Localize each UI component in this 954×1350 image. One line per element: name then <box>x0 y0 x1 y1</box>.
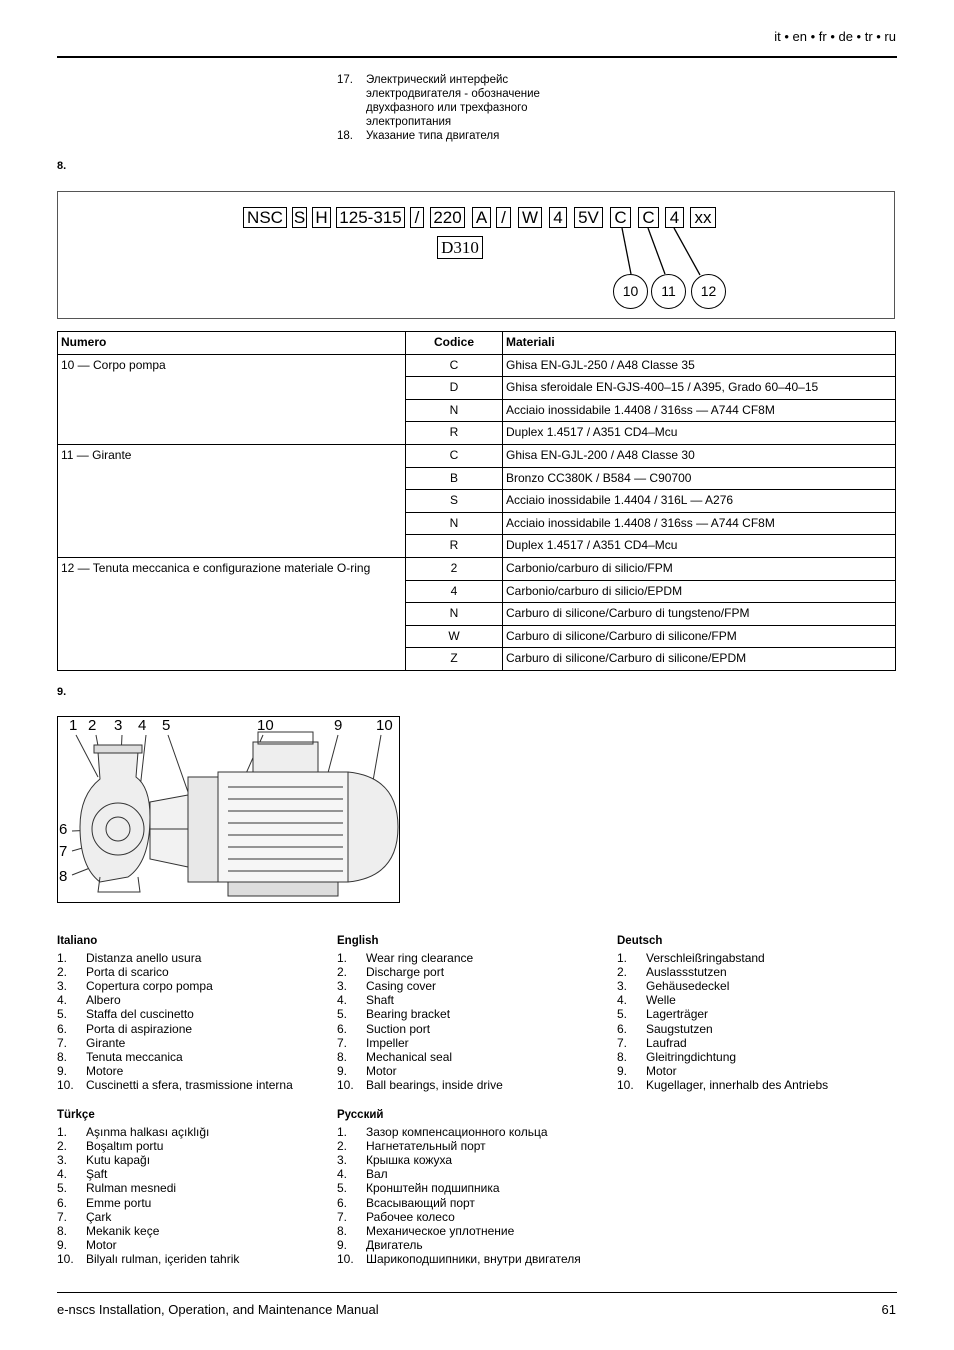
legend-item: Emme portu <box>86 1195 152 1210</box>
legend-item: Casing cover <box>366 979 437 994</box>
legend-item: Двигатель <box>366 1237 423 1252</box>
code-segment: S <box>293 208 306 227</box>
footer-title: e-nscs Installation, Operation, and Maintenance Manual <box>57 1302 379 1317</box>
legend-item: Рабочее колесо <box>366 1209 455 1224</box>
code-segment: W <box>518 207 542 228</box>
legend-item: Зазор компенсационного кольца <box>366 1125 548 1140</box>
code-segment: C <box>638 207 659 228</box>
material-cell: Duplex 1.4517 / A351 CD4–Mcu <box>503 422 896 445</box>
code-cell: N <box>406 399 503 422</box>
figure-label: 3 <box>114 717 123 734</box>
material-cell: Duplex 1.4517 / A351 CD4–Mcu <box>503 535 896 558</box>
footer-rule <box>57 1292 897 1293</box>
legend-item: Bearing bracket <box>366 1007 451 1022</box>
legend-item: Welle <box>646 993 676 1008</box>
legend-item: Bilyalı rulman, içeriden tahrik <box>86 1251 240 1266</box>
figure-label: 9 <box>334 717 343 734</box>
code-cell: C <box>406 444 503 467</box>
item-number: 18. <box>337 130 353 142</box>
section-9-label: 9. <box>57 686 67 698</box>
figure-label: 1 <box>69 717 78 734</box>
section-8-label: 8. <box>57 160 67 172</box>
legend-item: Вал <box>366 1167 388 1182</box>
code-cell: D <box>406 377 503 400</box>
legend-item: Distanza anello usura <box>86 951 202 966</box>
legend-item: Porta di aspirazione <box>86 1021 193 1036</box>
code-cell: W <box>406 625 503 648</box>
figure-label: 5 <box>162 717 171 734</box>
material-cell: Carburo di silicone/Carburo di silicone/FPM <box>503 625 896 648</box>
legend-item: Girante <box>86 1035 126 1050</box>
code-segment: C <box>610 207 631 228</box>
table-row <box>58 444 896 467</box>
legend-item: Шарикоподшипники, внутри двигателя <box>366 1251 581 1266</box>
figure-label: 2 <box>88 717 97 734</box>
code-cell: R <box>406 422 503 445</box>
code-cell: B <box>406 467 503 490</box>
code-segment: 4 <box>549 207 567 228</box>
code-cell: N <box>406 512 503 535</box>
legend-item: Copertura corpo pompa <box>86 979 213 994</box>
legend-item: Всасывающий порт <box>366 1195 475 1210</box>
legend-item: Şaft <box>86 1167 108 1182</box>
legend-item: Boşaltım portu <box>86 1139 164 1154</box>
legend-turkce: Türkçe 1. Aşınma halkası açıklığı 2. Boşaltım portu 3. Kutu kapağı 4. Şaft 5. Rulman mesnedi 6. Emme portu 7. Çark 8. Mekanik keçe 9. Motor 10. Bilyalı rulman, içeriden tahrik <box>57 1108 332 1266</box>
legend-english: English 1. Wear ring clearance 2. Discharge port 3. Casing cover 4. Shaft 5. Bearing bracket 6. Suction port 7. Impeller 8. Mechanical seal 9. Motor 10. Ball bearings, inside drive <box>337 934 612 1092</box>
code-cell: 2 <box>406 557 503 580</box>
figure-label: 8 <box>59 868 68 885</box>
legend-item: Кронштейн подшипника <box>366 1181 500 1196</box>
legend-italiano: Italiano 1. Distanza anello usura 2. Porta di scarico 3. Copertura corpo pompa 4. Albero 5. Staffa del cuscinetto 6. Porta di aspirazione 7. Girante 8. Tenuta meccanica 9. Motore 10. Cuscinetti a sfera, trasmissione interna <box>57 934 332 1092</box>
legend-item: Wear ring clearance <box>366 951 474 966</box>
group-label: 12 — Tenuta meccanica e configurazione materiale O-ring <box>58 557 406 670</box>
code-segment: / <box>496 207 511 228</box>
pump-drawing <box>57 716 400 903</box>
legend-heading: Deutsch <box>617 935 663 947</box>
code-segment: A <box>472 207 491 228</box>
legend-russian: Русский 1. Зазор компенсационного кольца 2. Нагнетательный порт 3. Крышка кожуха 4. Вал 5. Кронштейн подшипника 6. Всасывающий порт 7. Рабочее колесо 8. Механическое уплотнение 9. Двигатель 10. Шарикоподшипники, внутри двигателя <box>337 1108 637 1266</box>
material-cell: Ghisa sferoidale EN-GJS-400–15 / A395, Grado 60–40–15 <box>503 377 896 400</box>
legend-item: Verschleißringabstand <box>646 951 765 966</box>
callout-lines <box>0 0 954 330</box>
code-segment: 5V <box>574 207 603 228</box>
legend-item: Motor <box>646 1063 677 1078</box>
code-segment: 220 <box>430 207 465 228</box>
legend-item: Gehäusedeckel <box>646 979 730 994</box>
material-cell: Ghisa EN-GJL-200 / A48 Classe 30 <box>503 444 896 467</box>
legend-item: Discharge port <box>366 965 445 980</box>
item-text: Указание типа двигателя <box>366 130 500 142</box>
code-segment: xx <box>690 207 716 228</box>
header-numero: Numero <box>58 332 406 355</box>
legend-item: Ball bearings, inside drive <box>366 1077 503 1092</box>
code-sub-segment: D310 <box>437 236 483 259</box>
group-label: 10 — Corpo pompa <box>58 354 406 444</box>
code-cell: C <box>406 354 503 377</box>
group-label: 11 — Girante <box>58 444 406 557</box>
legend-item: Motore <box>86 1063 124 1078</box>
materials-table <box>57 331 896 671</box>
table-row <box>58 354 896 377</box>
legend-heading: Русский <box>337 1109 384 1121</box>
legend-deutsch: Deutsch 1. Verschleißringabstand 2. Auslassstutzen 3. Gehäusedeckel 4. Welle 5. Lagerträger 6. Saugstutzen 7. Laufrad 8. Gleitringdichtung 9. Motor 10. Kugellager, innerhalb des Antriebs <box>617 934 897 1092</box>
material-cell: Carbonio/carburo di silicio/FPM <box>503 557 896 580</box>
page-number: 61 <box>881 1302 896 1317</box>
legend-item: Gleitringdichtung <box>646 1049 737 1064</box>
code-cell: Z <box>406 648 503 671</box>
language-list: it • en • fr • de • tr • ru <box>774 29 896 44</box>
legend-item: Mekanik keçe <box>86 1223 160 1238</box>
material-cell: Carburo di silicone/Carburo di silicone/EPDM <box>503 648 896 671</box>
material-cell: Bronzo CC380K / B584 — C90700 <box>503 467 896 490</box>
legend-item: Крышка кожуха <box>366 1153 453 1168</box>
code-segment: 4 <box>665 207 684 228</box>
legend-item: Aşınma halkası açıklığı <box>86 1125 210 1140</box>
legend-item: Kutu kapağı <box>86 1153 151 1168</box>
code-cell: S <box>406 490 503 513</box>
callout-10: 10 <box>613 274 648 309</box>
legend-item: Staffa del cuscinetto <box>86 1007 194 1022</box>
figure-label: 6 <box>59 821 68 838</box>
legend-item: Cuscinetti a sfera, trasmissione interna <box>86 1077 293 1092</box>
legend-item: Albero <box>86 993 121 1008</box>
legend-item: Shaft <box>366 993 395 1008</box>
item-number: 17. <box>337 74 353 86</box>
legend-item: Suction port <box>366 1021 431 1036</box>
legend-heading: English <box>337 935 379 947</box>
code-segment: / <box>410 207 424 228</box>
legend-item: Mechanical seal <box>366 1049 453 1064</box>
material-cell: Carburo di silicone/Carburo di tungsteno/FPM <box>503 603 896 626</box>
callout-11: 11 <box>651 274 686 309</box>
code-cell: 4 <box>406 580 503 603</box>
legend-item: Laufrad <box>646 1035 687 1050</box>
material-cell: Acciaio inossidabile 1.4404 / 316L — A276 <box>503 490 896 513</box>
code-segment: 125-315 <box>336 207 405 228</box>
figure-label: 4 <box>138 717 147 734</box>
figure-label: 10 <box>257 717 274 734</box>
legend-item: Porta di scarico <box>86 965 169 980</box>
code-cell: N <box>406 603 503 626</box>
table-row <box>58 557 896 580</box>
legend-item: Rulman mesnedi <box>86 1181 177 1196</box>
legend-item: Kugellager, innerhalb des Antriebs <box>646 1077 829 1092</box>
legend-item: Motor <box>366 1063 397 1078</box>
legend-item: Saugstutzen <box>646 1021 713 1036</box>
header-codice: Codice <box>406 332 503 355</box>
callout-12: 12 <box>691 274 726 309</box>
table-header <box>58 332 896 355</box>
code-cell: R <box>406 535 503 558</box>
legend-item: Tenuta meccanica <box>86 1049 183 1064</box>
item-text: Электрический интерфейс электродвигателя - обозначение двухфазного или трехфазного электропитания <box>366 74 540 128</box>
material-cell: Carbonio/carburo di silicio/EPDM <box>503 580 896 603</box>
figure-label: 10 <box>376 717 393 734</box>
legend-heading: Türkçe <box>57 1109 95 1121</box>
legend-item: Motor <box>86 1237 117 1252</box>
legend-item: Механическое уплотнение <box>366 1223 515 1238</box>
material-cell: Acciaio inossidabile 1.4408 / 316ss — A744 CF8M <box>503 512 896 535</box>
code-segment: H <box>312 207 331 228</box>
figure-label: 7 <box>59 843 68 860</box>
material-cell: Ghisa EN-GJL-250 / A48 Classe 35 <box>503 354 896 377</box>
code-segment: NSC <box>243 207 287 228</box>
legend-item: Impeller <box>366 1035 409 1050</box>
legend-heading: Italiano <box>57 935 98 947</box>
header-materiali: Materiali <box>503 332 896 355</box>
legend-item: Нагнетательный порт <box>366 1139 486 1154</box>
legend-item: Lagerträger <box>646 1007 709 1022</box>
pump-illustration <box>58 717 400 903</box>
legend-item: Çark <box>86 1209 112 1224</box>
legend-item: Auslassstutzen <box>646 965 727 980</box>
material-cell: Acciaio inossidabile 1.4408 / 316ss — A744 CF8M <box>503 399 896 422</box>
